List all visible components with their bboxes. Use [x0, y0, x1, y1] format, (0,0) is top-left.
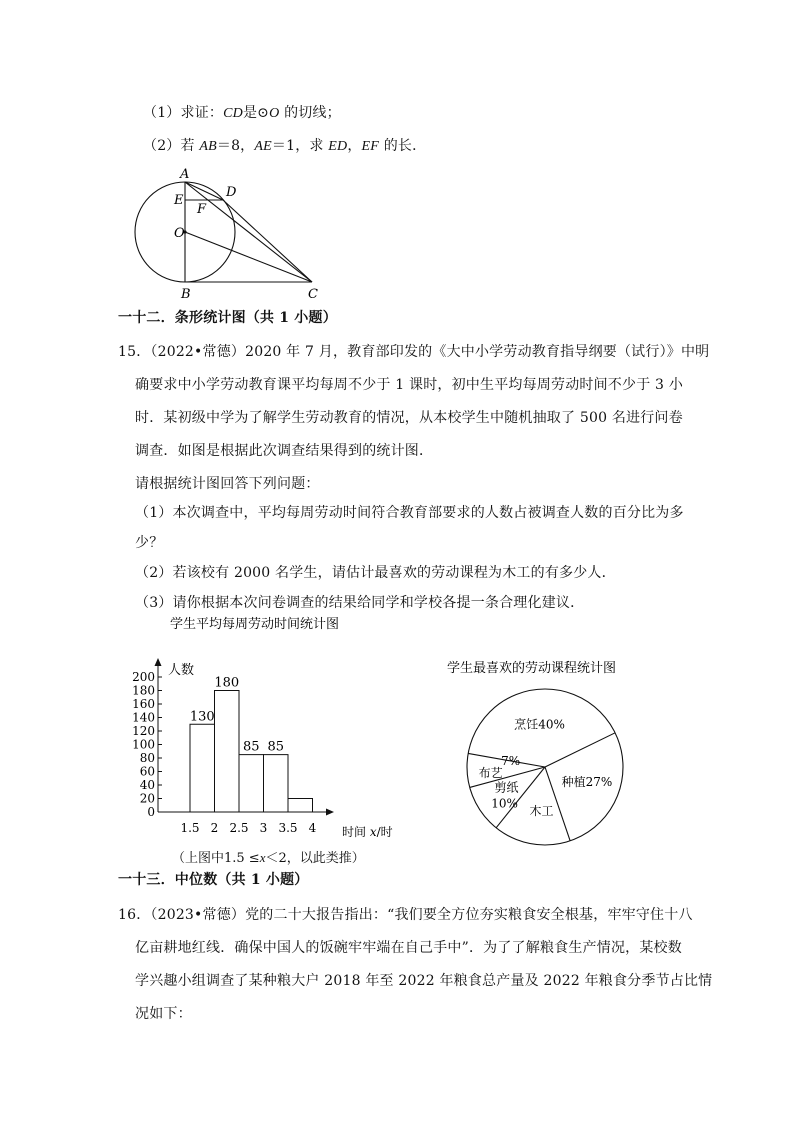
pie-label-name: 木工 — [529, 804, 554, 819]
histogram-x-tick-label: 2 — [210, 821, 219, 835]
histogram-x-tick-label: 1.5 — [180, 821, 200, 835]
label-f: F — [197, 202, 207, 217]
label-d: D — [226, 185, 237, 200]
histogram-y-tick-label: 0 — [147, 805, 155, 819]
q15-line-1: 15．（2022•常德）2020 年 7 月，教育部印发的《大中小学劳动教育指导纲要（试行）》中明 — [118, 344, 710, 360]
geometry-figure — [0, 0, 794, 320]
q14-part2-text-c: ＝1，求 — [271, 138, 329, 154]
q14-part2-var-ae: AE — [254, 139, 272, 154]
histogram-bar — [264, 755, 289, 812]
q16-line-2: 亿亩耕地红线．确保中国人的饭碗牢牢端在自己手中”．为了了解粮食生产情况，某校数 — [135, 940, 682, 956]
q14-part2-var-ab: AB — [199, 139, 217, 154]
histogram-y-tick-label: 200 — [132, 670, 155, 684]
histogram-x-axis-label-suffix: /时 — [376, 825, 393, 839]
pie-label-name: 剪纸 — [494, 780, 519, 795]
histogram-x-tick-label: 3.5 — [278, 821, 298, 835]
q15-part2: （2）若该校有 2000 名学生，请估计最喜欢的劳动课程为木工的有多少人． — [135, 565, 616, 581]
histogram-chart — [120, 612, 420, 842]
label-a: A — [180, 167, 190, 182]
histogram-y-tick-label: 40 — [139, 778, 155, 792]
q15-part1-b: 少？ — [135, 535, 164, 551]
histogram-y-tick-label: 140 — [132, 710, 155, 725]
histogram-x-axis-label — [342, 824, 393, 839]
pie-title: 学生最喜欢的劳动课程统计图 — [447, 661, 617, 676]
pie-label-percent: 7% — [501, 754, 521, 769]
segment-oc — [185, 232, 312, 282]
q14-part2-var-ed: ED — [328, 139, 348, 154]
histogram-y-axis-label: 人数 — [168, 663, 195, 678]
histogram-y-tick-label: 120 — [132, 724, 155, 738]
q15-line-4: 调查．如图是根据此次调查结果得到的统计图． — [135, 443, 434, 459]
q14-part1-var-o: O — [269, 106, 280, 121]
pie-chart — [435, 652, 655, 842]
q15-line-3: 时．某初级中学为了解学生劳动教育的情况，从本校学生中随机抽取了 500 名进行问卷 — [135, 410, 683, 426]
pie-label-percent: 10% — [491, 796, 518, 811]
histogram-x-tick-label: 3 — [259, 821, 268, 835]
q14-part2-text-e: 的长． — [379, 138, 427, 154]
histogram-y-tick-label: 180 — [132, 683, 155, 698]
histogram-y-tick-label: 100 — [132, 737, 155, 752]
histogram-y-tick-label: 80 — [139, 751, 155, 765]
q16-line-3: 学兴趣小组调查了某种粮大户 2018 年至 2022 年粮食总产量及 2022 年粮食分季节占比情 — [135, 973, 713, 989]
histogram-x-tick-label: 2.5 — [229, 821, 249, 835]
histogram-bar — [215, 691, 240, 813]
label-e: E — [174, 193, 184, 208]
histogram-x-tick-label: 4 — [308, 821, 317, 835]
histogram-y-tick-label: 60 — [139, 764, 155, 779]
histogram-note-var: x — [259, 850, 266, 865]
q14-part2-text-d: ， — [347, 138, 362, 154]
histogram-bar — [239, 755, 264, 812]
histogram-x-axis-label-prefix: 时间 — [342, 825, 370, 839]
histogram-bar-value-label: 180 — [214, 675, 240, 691]
histogram-bar-value-label: 130 — [189, 709, 215, 725]
histogram-y-arrow — [155, 658, 162, 666]
q14-part2-text-a: （2）若 — [143, 138, 200, 154]
section-12-heading: 一十二．条形统计图（共 1 小题） — [118, 310, 337, 326]
pie-label-name: 布艺 — [478, 766, 503, 781]
histogram-bar — [190, 724, 215, 812]
q15-line-2: 确要求中小学劳动教育课平均每周不少于 1 课时，初中生平均每周劳动时间不少于 3 小 — [135, 377, 684, 393]
histogram-note-b: ＜2，以此类推） — [265, 851, 365, 866]
histogram-bar-value-label: 85 — [267, 739, 285, 755]
q15-part1-a: （1）本次调查中，平均每周劳动时间符合教育部要求的人数占被调查人数的百分比为多 — [135, 505, 684, 521]
q14-part1-text-c: 的切线； — [279, 105, 341, 121]
label-c: C — [308, 287, 318, 302]
histogram-y-tick-label: 160 — [132, 697, 155, 711]
q16-line-4: 况如下： — [135, 1006, 192, 1022]
segment-ac — [185, 182, 312, 282]
q15-part3: （3）请你根据本次问卷调查的结果给同学和学校各提一条合理化建议． — [135, 595, 585, 611]
histogram-bar-value-label: 85 — [242, 739, 260, 755]
label-b: B — [181, 287, 191, 302]
pie-label-name: 种植27% — [561, 774, 613, 789]
histogram-y-tick-label: 20 — [139, 791, 155, 806]
histogram-bar — [288, 799, 313, 813]
q14-part2-text-b: ＝8， — [216, 138, 255, 154]
histogram-x-arrow — [326, 809, 334, 816]
q14-part2-var-ef: EF — [361, 139, 380, 154]
section-13-heading: 一十三．中位数（共 1 小题） — [118, 872, 309, 888]
q16-line-1: 16．（2023•常德）党的二十大报告指出：“我们要全方位夯实粮食安全根基，牢牢守住十八 — [118, 907, 693, 923]
q14-part1-text-a: （1）求证： — [143, 105, 224, 121]
histogram-x-axis-label-var: x — [369, 825, 377, 839]
q15-prompt: 请根据统计图回答下列问题： — [135, 476, 320, 492]
q14-part1-text-b: 是⊙ — [242, 105, 270, 121]
label-o: O — [174, 226, 185, 241]
histogram-note-a: （上图中1.5 ≤ — [172, 851, 260, 866]
histogram-note — [172, 847, 365, 866]
q14-part1-var-cd: CD — [223, 106, 243, 121]
pie-label-name: 烹饪40% — [514, 717, 565, 732]
tangent-dc — [223, 200, 312, 282]
histogram-title: 学生平均每周劳动时间统计图 — [170, 617, 340, 632]
